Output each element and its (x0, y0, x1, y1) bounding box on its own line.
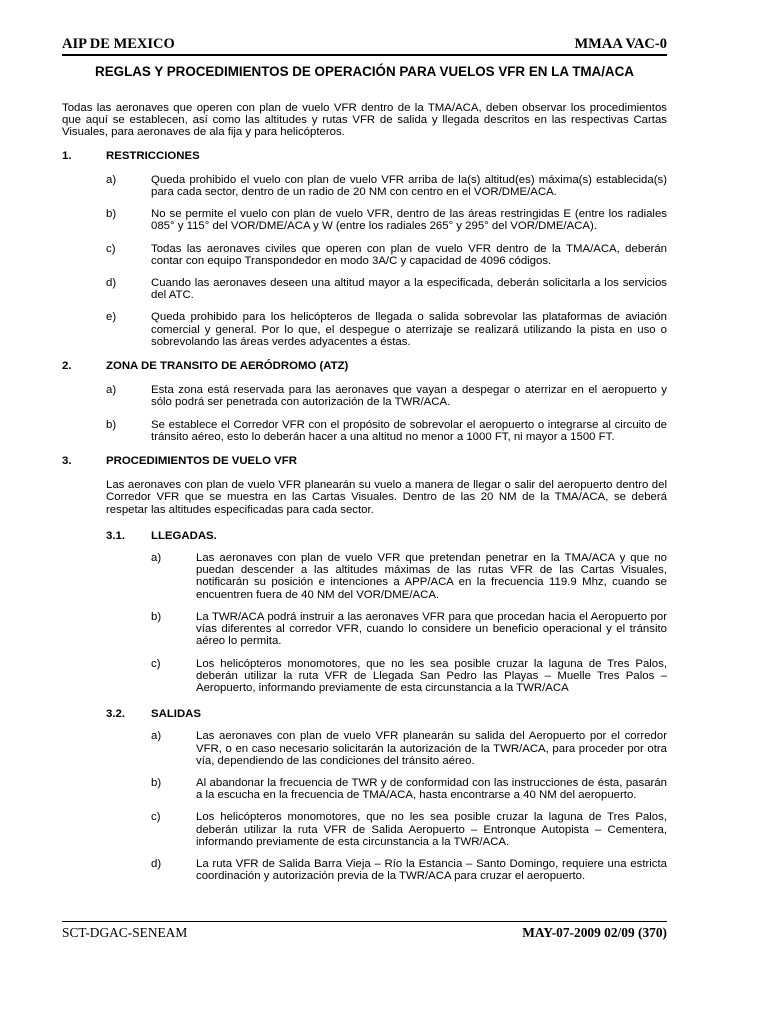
item-text: Queda prohibido para los helicópteros de llegada o salida sobrevolar las plataformas de aviación comercial y general. Por lo que, el despegue o aterrizaje se realizará utilizando la pista en uso o sobrevolando las áreas verdes adyacentes a éstas. (151, 311, 667, 348)
item-letter: e) (106, 311, 117, 324)
item-letter: b) (151, 776, 162, 789)
item-letter: a) (106, 384, 117, 397)
item-letter: c) (151, 811, 161, 824)
list-item (62, 730, 667, 767)
section-heading (62, 360, 667, 372)
header-right: MMAA VAC-0 (574, 36, 667, 52)
section-number: 1. (62, 149, 72, 162)
item-text: Los helicópteros monomotores, que no les sea posible cruzar la laguna de Tres Palos, deberán utilizar la ruta VFR de Salida Aeropuerto – Entronque Autopista – Cementera, informando previamente de esta circunstancia a la TWR/ACA. (196, 811, 667, 848)
list-item (62, 552, 667, 601)
footer-right: MAY-07-2009 02/09 (370) (522, 925, 667, 940)
item-text: Los helicópteros monomotores, que no les sea posible cruzar la laguna de Tres Palos, deberán utilizar la ruta VFR de Llegada San Pedro las Playas – Muelle Tres Palos – Aeropuerto, informando previamente de esta circunstancia a la TWR/ACA (196, 657, 667, 694)
page-header (62, 34, 667, 56)
item-text: Las aeronaves con plan de vuelo VFR planearán su salida del Aeropuerto por el corredor VFR, o en caso necesario solicitarán la autorización de la TWR/ACA, para proceder por otra vía, dependiendo de las condiciones del tránsito aéreo. (196, 730, 667, 767)
header-left: AIP DE MEXICO (62, 36, 175, 52)
section-number: 3. (62, 455, 72, 468)
item-text: Queda prohibido el vuelo con plan de vuelo VFR arriba de la(s) altitud(es) máxima(s) establecida(s) para cada sector, dentro de un radio de 20 NM con centro en el VOR/DME/ACA. (151, 173, 667, 199)
section-number: 2. (62, 360, 72, 373)
page-footer (62, 921, 667, 940)
document-title: REGLAS Y PROCEDIMIENTOS DE OPERACIÓN PARA VUELOS VFR EN LA TMA/ACA (95, 64, 634, 79)
list-item (62, 658, 667, 695)
intro-paragraph: Todas las aeronaves que operen con plan de vuelo VFR dentro de la TMA/ACA, deben observar los procedimientos que aquí se establecen, así como las altitudes y rutas VFR de salida y llegada descritos en las respectivas Cartas Visuales, para aeronaves de ala fija y para helicópteros. (62, 102, 667, 139)
subsection-title: LLEGADAS. (151, 529, 217, 542)
item-text: La ruta VFR de Salida Barra Vieja – Río la Estancia – Santo Domingo, requiere una estricta coordinación y autorización previa de la TWR/ACA para cruzar el aeropuerto. (196, 857, 667, 883)
list-item (62, 858, 667, 882)
item-letter: a) (151, 730, 162, 743)
list-item (62, 208, 667, 232)
item-letter: c) (106, 242, 116, 255)
item-letter: b) (106, 208, 117, 221)
list-item (62, 174, 667, 198)
list-item (62, 277, 667, 301)
list-item (62, 243, 667, 267)
section-title: RESTRICCIONES (106, 149, 200, 162)
section-paragraph: Las aeronaves con plan de vuelo VFR planearán su vuelo a manera de llegar o salir del aeropuerto dentro del Corredor VFR que se muestra en las Cartas Visuales. Dentro de las 20 NM de la TMA/ACA, se deberá respetar las altitudes especificadas para cada sector. (106, 479, 667, 516)
list-item (62, 311, 667, 348)
item-letter: d) (151, 857, 162, 870)
item-letter: a) (151, 552, 162, 565)
item-text: Esta zona está reservada para las aeronaves que vayan a despegar o aterrizar en el aeropuerto y sólo podrá ser penetrada con autorización de la TWR/ACA. (151, 384, 667, 409)
item-text: Se establece el Corredor VFR con el propósito de sobrevolar el aeropuerto o integrarse al circuito de tránsito aéreo, esto lo deberán hacer a una altitud no menor a 1000 FT, ni mayor a 1500 FT. (151, 418, 667, 443)
item-letter: b) (106, 418, 117, 431)
list-item (62, 811, 667, 848)
document-body (62, 102, 667, 892)
section-title: PROCEDIMIENTOS DE VUELO VFR (106, 455, 297, 468)
section-heading (62, 455, 667, 467)
section-title: ZONA DE TRANSITO DE AERÓDROMO (ATZ) (106, 360, 349, 373)
subsection-heading (62, 530, 667, 542)
item-text: Al abandonar la frecuencia de TWR y de conformidad con las instrucciones de ésta, pasarán a la escucha en la frecuencia de TMA/ACA, hasta encontrarse a 40 NM del aeropuerto. (196, 776, 667, 802)
list-item (62, 419, 667, 443)
item-text: La TWR/ACA podrá instruir a las aeronaves VFR para que procedan hacia el Aeropuerto por vías diferentes al corredor VFR, cuando lo considere un beneficio operacional y el tránsito aéreo lo permita. (196, 610, 667, 648)
list-item (62, 384, 667, 408)
list-item (62, 611, 667, 648)
subsection-number: 3.1. (106, 529, 125, 542)
item-letter: c) (151, 657, 161, 670)
item-letter: a) (106, 173, 117, 186)
subsection-title: SALIDAS (151, 708, 201, 721)
item-text: Las aeronaves con plan de vuelo VFR que pretendan penetrar en la TMA/ACA y que no puedan descender a las altitudes máximas de las rutas VFR de las Cartas Visuales, notificarán su posición e intenciones a APP/ACA en la frecuencia 119.9 Mhz, cuando se encuentren fuera de 40 NM del VOR/DME/ACA. (196, 552, 667, 601)
item-letter: b) (151, 610, 162, 623)
subsection-number: 3.2. (106, 708, 125, 721)
footer-left: SCT-DGAC-SENEAM (62, 925, 188, 940)
item-text: Todas las aeronaves civiles que operen con plan de vuelo VFR dentro de la TMA/ACA, deberán contar con equipo Transpondedor en modo 3A/C y capacidad de 4096 códigos. (151, 242, 667, 267)
item-letter: d) (106, 277, 117, 290)
item-text: Cuando las aeronaves deseen una altitud mayor a la especificada, deberán solicitarla a los servicios del ATC. (151, 277, 667, 302)
subsection-heading (62, 708, 667, 720)
item-text: No se permite el vuelo con plan de vuelo VFR, dentro de las áreas restringidas E (entre los radiales 085° y 115° del VOR/DME/ACA y W (entre los radiales 265° y 295° del VOR/DME/ACA). (151, 208, 667, 233)
list-item (62, 777, 667, 801)
section-heading (62, 150, 667, 162)
